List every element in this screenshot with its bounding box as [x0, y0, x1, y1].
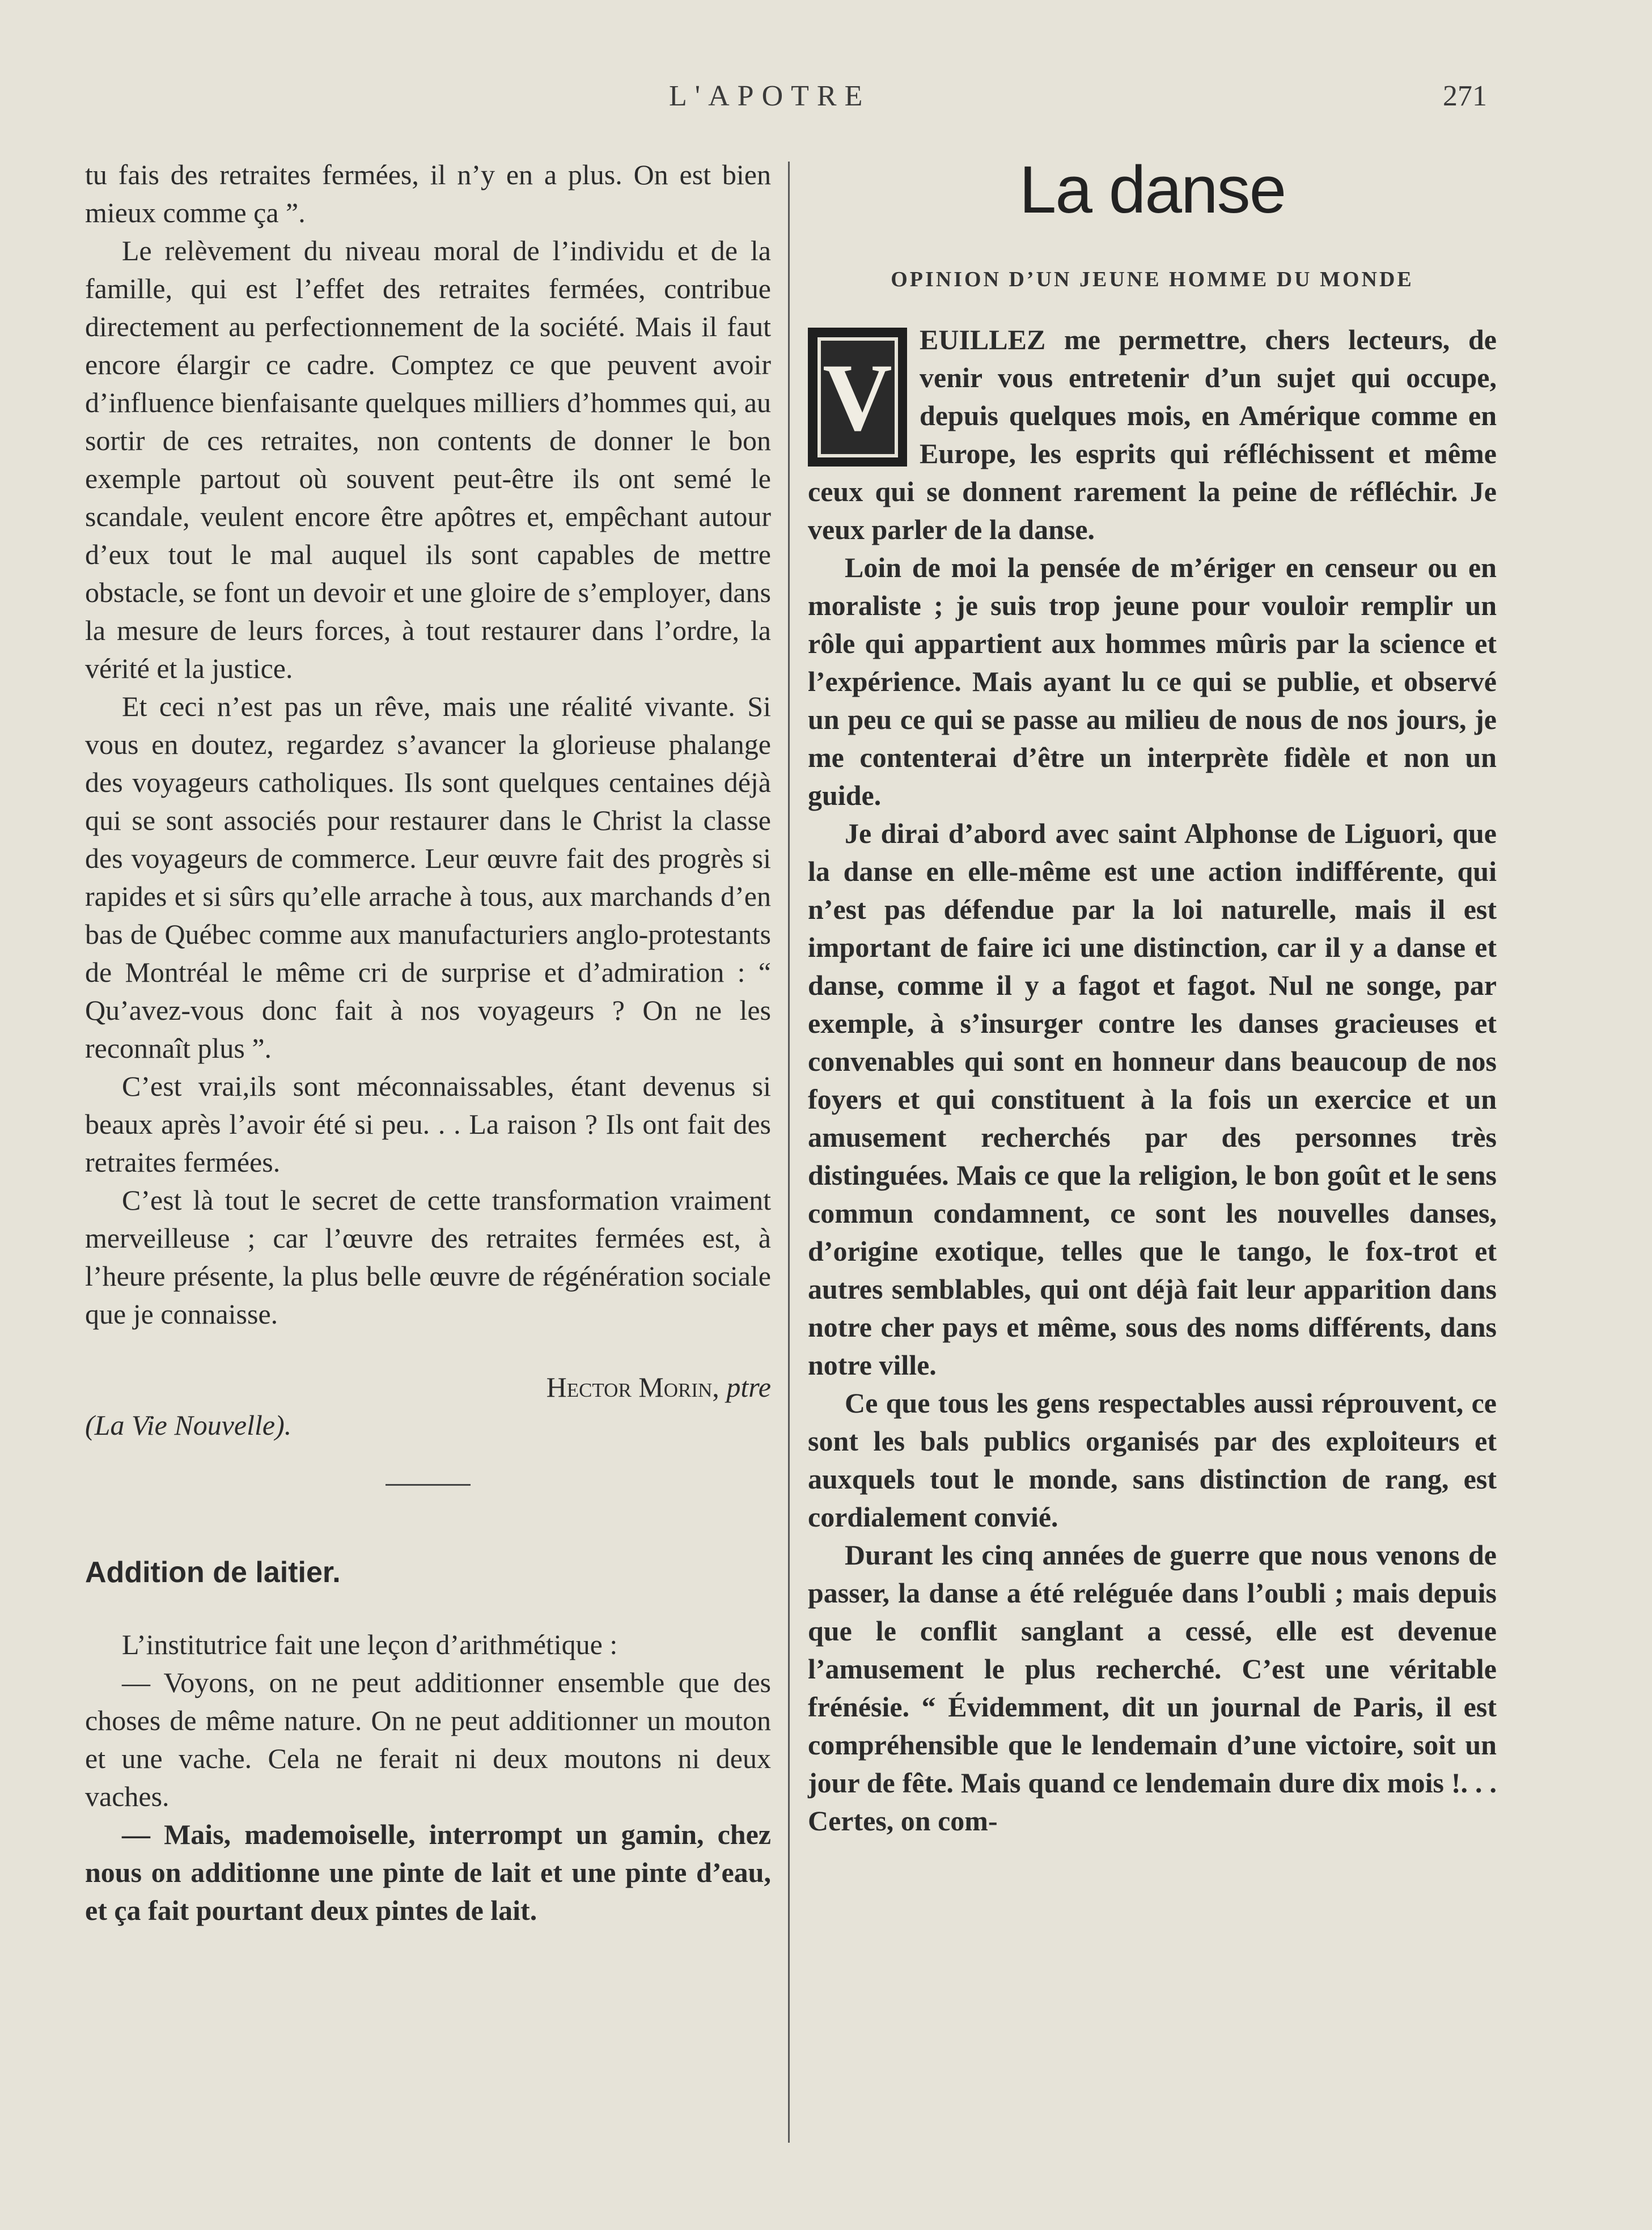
paragraph: Et ceci n’est pas un rêve, mais une réalité vivante. Si vous en doutez, regardez s’avancer la glorieuse phalange des voyageurs catholiques. Ils sont quelques centaines déjà qui se sont associés pour restaurer dans le Christ la classe des voyageurs de commerce. Leur œuvre fait des progrès si rapides et si sûrs qu’elle arrache à tous, aux marchands d’en bas de Québec comme aux manufacturiers anglo-protestants de Montréal le même cri de surprise et d’admiration : “ Qu’avez-vous donc fait à nos voyageurs ? On ne les reconnaît plus ”. — [85, 690, 771, 1064]
paragraph: Loin de moi la pensée de m’ériger en censeur ou en moraliste ; je suis trop jeune pour vouloir remplir un rôle qui appartient aux hommes mûris par la science et l’expérience. Mais ayant lu ce qui se publie, et observé un peu ce qui se passe au milieu de nous de nos jours, je me contenterai d’être un interprète fidèle et non un guide. — [808, 552, 1497, 811]
article-title: La danse — [1019, 152, 1286, 227]
paragraph: — Mais, mademoiselle, interrompt un gamin, chez nous on additionne une pinte de lait et une pinte d’eau, et ça fait pourtant deux pintes de lait. — [85, 1818, 771, 1926]
drop-cap-letter: V — [823, 344, 892, 451]
lead-paragraph — [808, 321, 1497, 549]
left-column — [85, 156, 771, 1930]
paragraph: C’est là tout le secret de cette transformation vraiment merveilleuse ; car l’œuvre des retraites fermées est, à l’heure présente, la plus belle œuvre de régénération sociale que je connaisse. — [85, 1184, 771, 1330]
paragraph: me permettre, chers lecteurs, de venir vous entretenir d’un sujet qui occupe, depuis quelques mois, en Amérique comme en Europe, les esprits qui réfléchissent et même ceux qui se donnent rarement la peine de réfléchir. Je veux parler de la danse. — [808, 324, 1497, 545]
paragraph: tu fais des retraites fermées, il n’y en a plus. On est bien mieux comme ça ”. — [85, 159, 771, 228]
signature — [85, 1368, 771, 1406]
paragraph: L’institutrice fait une leçon d’arithmétique : — [122, 1629, 618, 1660]
paragraph: C’est vrai,ils sont méconnaissables, étant devenus si beaux après l’avoir été si peu. . . La raison ? Ils ont fait des retraites fermées. — [85, 1070, 771, 1178]
drop-cap-ornament — [808, 328, 907, 467]
paragraph: Je dirai d’abord avec saint Alphonse de Liguori, que la danse en elle-même est une action indifférente, qui n’est pas défendue par la loi naturelle, mais il est important de faire ici une distinction, car il y a danse et danse, comme il y a fagot et fagot. Nul ne songe, par exemple, à s’insurger contre les danses gracieuses et convenables qui sont en honneur dans beaucoup de nos foyers et qui constituent à la fois un exercice et un amusement recherchés par des personnes très distinguées. Mais ce que la religion, le bon goût et le sens commun condamnent, ce sont les nouvelles danses, d’origine exotique, telles que le tango, le fox-trot et autres semblables, qui ont déjà fait leur apparition dans notre cher pays et même, sous des noms différents, dans notre ville. — [808, 817, 1497, 1381]
right-column — [808, 152, 1497, 1840]
column-divider — [788, 162, 790, 2143]
drop-cap-frame — [817, 337, 898, 457]
paragraph: Le relèvement du niveau moral de l’individu et de la famille, qui est l’effet des retraites fermées, contribue directement au perfectionnement de la société. Mais il faut encore élargir ce cadre. Comptez ce que peuvent avoir d’influence bienfaisante quelques milliers d’hommes qui, au sortir de ces retraites, non contents de donner le bon exemple partout où souvent peut-être ils ont semé le scandale, veulent encore être apôtres et, empêchant autour d’eux tout le mal auquel ils sont capables de mettre obstacle, se font un devoir et une gloire de s’employer, dans la mesure de leurs forces, à tout restaurer dans l’ordre, la vérité et la justice. — [85, 235, 771, 684]
section-separator — [386, 1484, 471, 1486]
first-word: EUILLEZ — [920, 324, 1046, 355]
article-subtitle: OPINION D’UN JEUNE HOMME DU MONDE — [891, 268, 1414, 291]
signature-title: ptre — [726, 1371, 771, 1403]
running-header: L'APOTRE — [669, 80, 871, 112]
paragraph: Ce que tous les gens respectables aussi réprouvent, ce sont les bals publics organisés par des exploiteurs et auxquels tout le monde, sans distinction de rang, est cordialement convié. — [808, 1387, 1497, 1533]
paragraph: Durant les cinq années de guerre que nous venons de passer, la danse a été reléguée dans l’oubli ; mais depuis que le conflit sanglant a cessé, elle est devenue l’amusement le plus recherché. C’est une véritable frénésie. “ Évidemment, dit un journal de Paris, il est compréhensible que le lendemain d’une victoire, soit un jour de fête. Mais quand ce lendemain dure dix mois !. . . Certes, on com- — [808, 1539, 1497, 1837]
page-number: 271 — [1443, 80, 1487, 112]
source-citation: (La Vie Nouvelle). — [85, 1409, 292, 1441]
paragraph: — Voyons, on ne peut additionner ensemble que des choses de même nature. On ne peut additionner un mouton et une vache. Cela ne ferait ni deux moutons ni deux vaches. — [85, 1667, 771, 1812]
signature-name: Hector Morin, — [546, 1371, 719, 1403]
section-heading: Addition de laitier. — [85, 1556, 341, 1589]
